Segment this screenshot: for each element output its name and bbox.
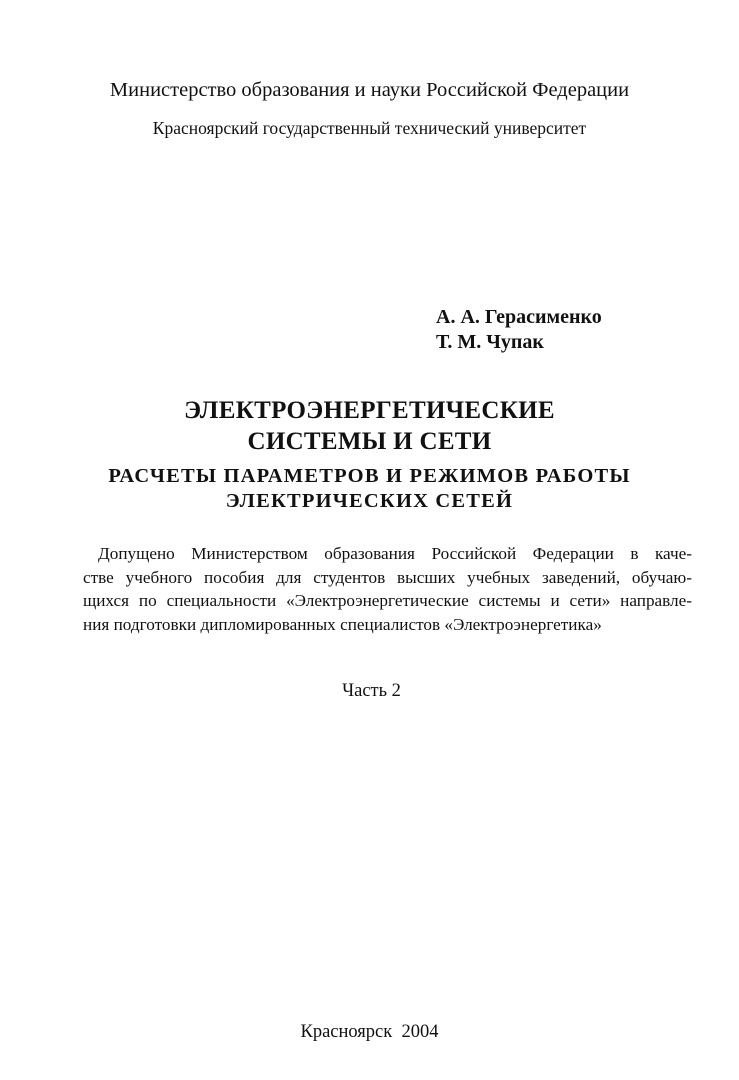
book-title-line: СИСТЕМЫ И СЕТИ xyxy=(247,428,492,455)
part-number: Часть 2 xyxy=(342,681,401,701)
approval-line: ния подготовки дипломированных специалистов «Электроэнергетика» xyxy=(83,614,602,634)
approval-line: щихся по специальности «Электроэнергетические системы и сети» направле- xyxy=(83,591,692,610)
ministry-name: Министерство образования и науки Российской Федерации xyxy=(109,79,630,101)
book-subtitle xyxy=(0,464,739,514)
university-name: Красноярский государственный технический университет xyxy=(152,118,587,138)
book-subtitle-line: ЭЛЕКТРИЧЕСКИХ СЕТЕЙ xyxy=(225,490,514,512)
book-title-line: ЭЛЕКТРОЭНЕРГЕТИЧЕСКИЕ xyxy=(184,397,555,424)
authors-block xyxy=(436,305,602,355)
author-name: Т. М. Чупак xyxy=(436,331,544,353)
approval-statement xyxy=(83,542,692,636)
approval-line: Допущено Министерством образования Российской Федерации в каче- xyxy=(98,544,692,563)
book-title xyxy=(0,395,739,457)
approval-line: стве учебного пособия для студентов высших учебных заведений, обучаю- xyxy=(83,567,692,587)
book-subtitle-line: РАСЧЕТЫ ПАРАМЕТРОВ И РЕЖИМОВ РАБОТЫ xyxy=(108,465,631,487)
city-year: Красноярск 2004 xyxy=(300,1022,439,1042)
author-name: А. А. Герасименко xyxy=(436,306,602,328)
